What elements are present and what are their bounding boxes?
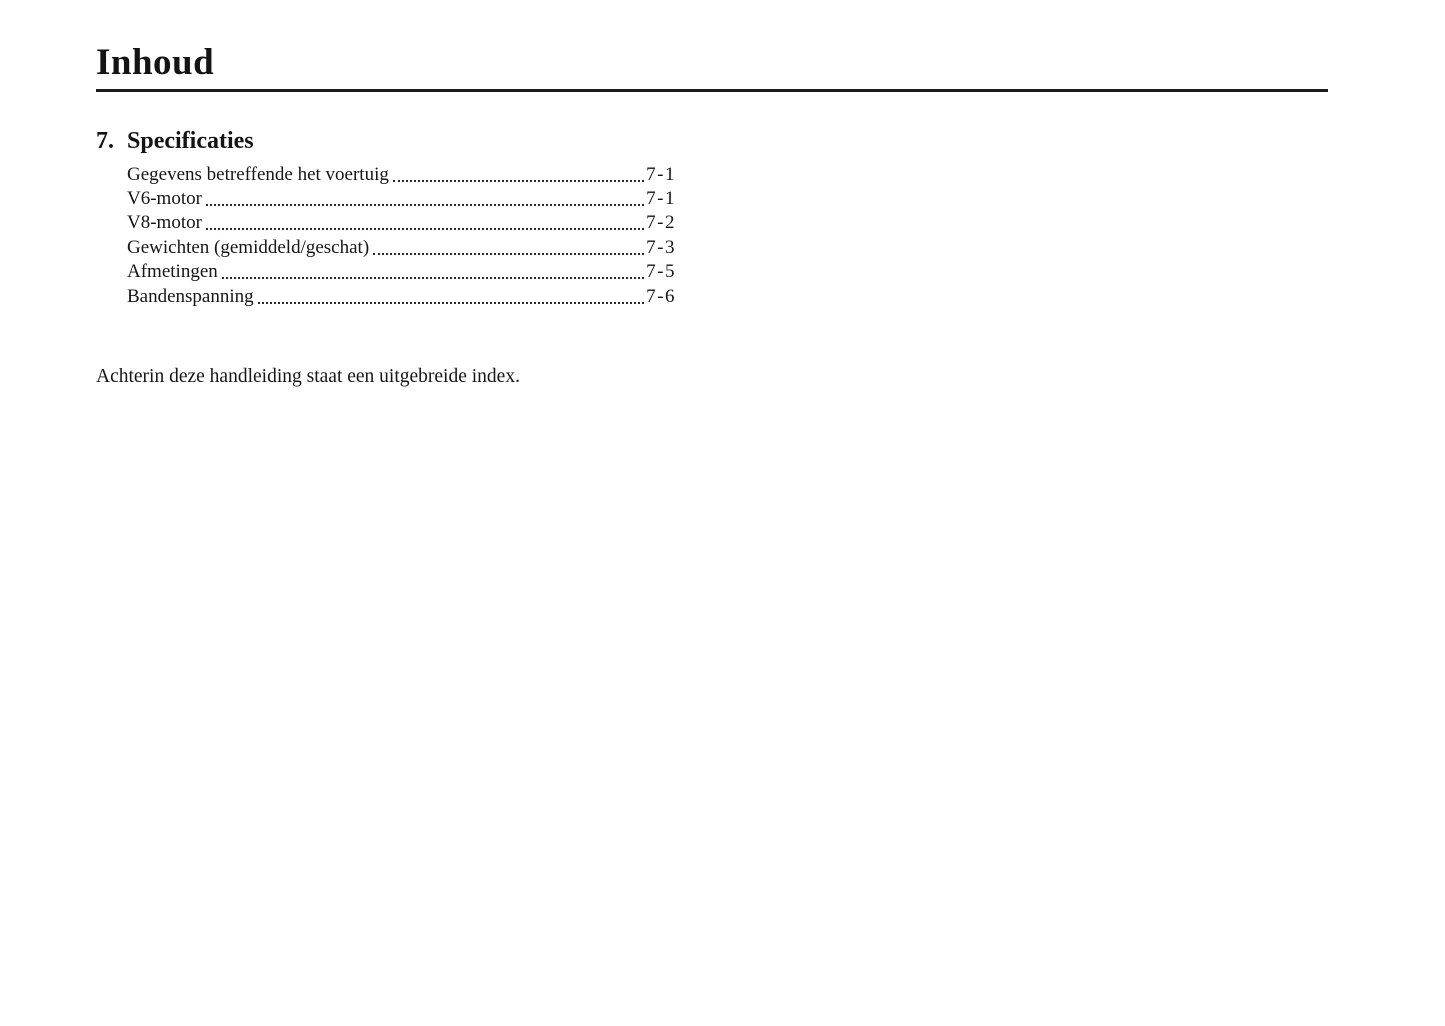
section-number: 7. [96,128,114,154]
toc-entry [127,186,676,210]
toc-entry-label: Gegevens betreffende het voertuig [127,163,389,185]
toc-entry-page: 7-6 [646,285,676,307]
index-note: Achterin deze handleiding staat een uitgebreide index. [96,365,520,387]
toc-entry-label: Gewichten (gemiddeld/geschat) [127,236,370,258]
toc-entry-page: 7-3 [646,236,676,258]
dot-leader [206,204,644,206]
toc-entry [127,161,676,185]
section-title: Specificaties [127,128,254,154]
toc-entry-page: 7-2 [646,212,676,234]
toc-entry-label: Afmetingen [127,261,218,283]
toc-entry-page: 7-5 [646,261,676,283]
toc-entry-page: 7-1 [646,163,676,185]
toc-entry [127,283,676,307]
toc-entry-label: V6-motor [127,187,202,209]
toc-entry [127,234,676,258]
page-title: Inhoud [96,42,215,83]
title-divider-rule [96,89,1328,92]
table-of-contents [127,161,676,307]
dot-leader [393,180,644,182]
toc-entry-page: 7-1 [646,187,676,209]
dot-leader [222,277,644,279]
section-heading [96,129,1445,154]
toc-entry [127,259,676,283]
dot-leader [373,253,644,255]
toc-entry-label: V8-motor [127,212,202,234]
dot-leader [206,228,644,230]
dot-leader [258,302,645,304]
toc-entry [127,210,676,234]
toc-entry-label: Bandenspanning [127,285,254,307]
